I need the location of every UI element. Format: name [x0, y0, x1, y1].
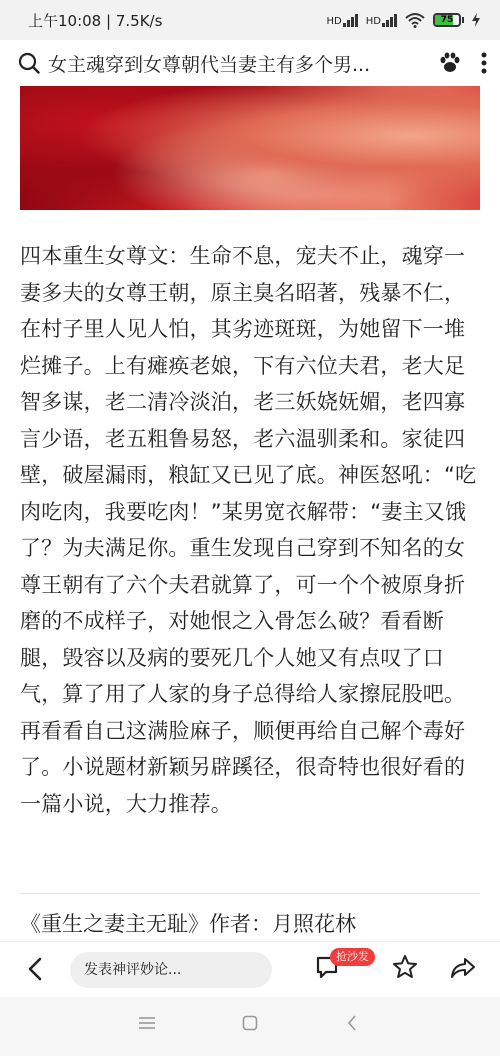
article-paragraph: 四本重生女尊文：生命不息，宠夫不止，魂穿一妻多夫的女尊王朝，原主臭名昭著，残暴不仁，在村子里人见人怕，其劣迹斑斑，为她留下一堆烂摊子。上有瘫痪老娘，下有六位夫君，老大足智多谋，老二清冷淡泊，老三妖娆妩媚，老四寡言少语，老五粗鲁易怒，老六温驯柔和。家徒四壁，破屋漏雨，粮缸又已见了底。神医怒吼：“吃肉吃肉，我要吃肉！”某男宽衣解带：“妻主又饿了？为夫满足你。重生发现自己穿到不知名的女尊王朝有了六个夫君就算了，可一个个被原身折磨的不成样子，对她恨之入骨怎么破？看看断腿，毁容以及病的要死几个人她又有点叹了口气，算了用了人家的身子总得给人家擦屁股吧。再看看自己这满脸麻子，顺便再给自己解个毒好了。小说题材新颖另辟蹊径，很奇特也很好看的一篇小说，大力推荐。 — [20, 244, 477, 816]
system-nav-bar — [0, 997, 500, 1056]
article-body — [20, 238, 484, 822]
star-icon[interactable] — [392, 954, 418, 980]
signal-hd-label-2: HD — [365, 15, 381, 27]
search-icon[interactable] — [18, 52, 40, 74]
battery-level: 75 — [440, 15, 454, 25]
back-icon[interactable] — [26, 956, 44, 982]
status-left — [28, 10, 162, 31]
comment-bar — [0, 941, 500, 997]
network-speed: 7.5K/s — [115, 11, 163, 30]
search-header — [0, 40, 500, 86]
wifi-icon — [405, 12, 425, 28]
back-nav-icon[interactable] — [346, 1015, 358, 1031]
sofa-badge[interactable]: 抢沙发 — [330, 948, 375, 966]
search-query-title[interactable]: 女主魂穿到女尊朝代当妻主有多个男... — [48, 53, 371, 76]
home-icon[interactable] — [242, 1015, 258, 1031]
paw-icon[interactable] — [438, 51, 462, 75]
charging-icon — [472, 13, 480, 27]
more-icon[interactable] — [480, 51, 488, 75]
signal-hd-label: HD — [326, 15, 342, 27]
share-icon[interactable] — [450, 956, 476, 980]
status-time: 上午10:08 — [28, 11, 102, 30]
status-bar — [0, 0, 500, 40]
battery-icon — [433, 13, 464, 27]
comment-input[interactable]: 发表神评妙论... — [70, 952, 272, 988]
signal-icon — [327, 14, 358, 27]
article-cover-image — [20, 86, 480, 210]
signal-icon-2 — [366, 14, 397, 27]
status-separator: | — [106, 11, 116, 30]
menu-icon[interactable] — [138, 1015, 156, 1031]
book-title-line: 《重生之妻主无耻》作者：月照花林 — [20, 912, 356, 936]
status-icons — [327, 12, 480, 28]
divider — [20, 893, 480, 894]
